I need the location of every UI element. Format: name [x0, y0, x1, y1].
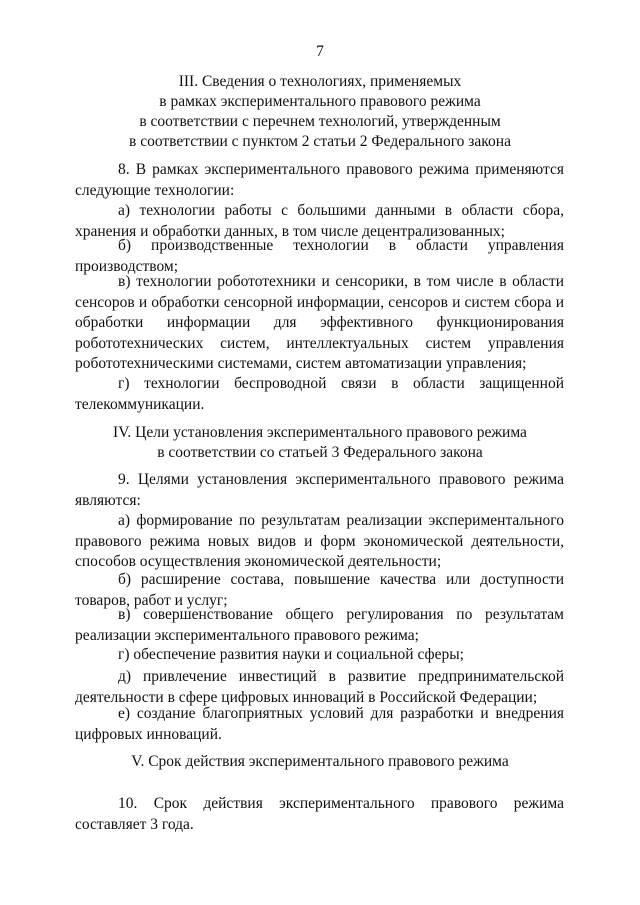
list-item-8d: г) технологии беспроводной связи в области защищенной телекоммуникации.	[75, 375, 564, 413]
list-item-8a: а) технологии работы с большими данными в области сбора, хранения и обработки данных, в том числе децентрализованных;	[75, 202, 564, 240]
section-3-heading	[60, 72, 580, 152]
list-item-9b: б) расширение состава, повышение качества или доступности товаров, работ и услуг;	[75, 571, 564, 609]
section-4-heading	[60, 423, 580, 463]
section-4-heading-line: в соответствии со статьей 3 Федерального закона	[157, 444, 483, 461]
section-3-heading-line: III. Сведения о технологиях, применяемых	[178, 73, 462, 90]
paragraph-9: 9. Целями установления экспериментального правового режима являются:	[75, 471, 564, 509]
section-3-heading-line: в соответствии с перечнем технологий, утвержденным	[139, 113, 501, 130]
list-item-8b: б) производственные технологии в области управления производством;	[75, 237, 564, 275]
list-item-8c: в) технологии робототехники и сенсорики, в том числе в области сенсоров и обработки сенсорной информации, сенсоров и систем сбора и обработки информации для эффективного функционирования робототехнических систем, интеллектуальных систем управления робототехническими системами, систем автоматизации управления;	[75, 273, 564, 373]
section-5-heading-line: V. Срок действия экспериментального правового режима	[131, 753, 509, 770]
paragraph-10: 10. Срок действия экспериментального правового режима составляет 3 года.	[75, 795, 564, 833]
section-4-heading-line: IV. Цели установления экспериментального правового режима	[113, 424, 527, 441]
section-3-heading-line: в рамках экспериментального правового режима	[159, 93, 481, 110]
list-item-9f: е) создание благоприятных условий для разработки и внедрения цифровых инноваций.	[75, 705, 564, 743]
list-item-9e: д) привлечение инвестиций в развитие предпринимательской деятельности в сфере цифровых инноваций в Российской Федерации;	[75, 668, 564, 706]
paragraph-8: 8. В рамках экспериментального правового режима применяются следующие технологии:	[75, 161, 564, 199]
list-item-9c: в) совершенствование общего регулирования по результатам реализации экспериментального правового режима;	[75, 606, 564, 644]
section-5-heading	[60, 752, 580, 772]
list-item-9a: а) формирование по результатам реализации экспериментального правового режима новых видов и форм экономической деятельности, способов осуществления экономической деятельности;	[75, 512, 564, 571]
list-item-9d: г) обеспечение развития науки и социальной сферы;	[118, 646, 464, 663]
page-number: 7	[316, 43, 324, 60]
section-3-heading-line: в соответствии с пунктом 2 статьи 2 Федерального закона	[129, 133, 511, 150]
